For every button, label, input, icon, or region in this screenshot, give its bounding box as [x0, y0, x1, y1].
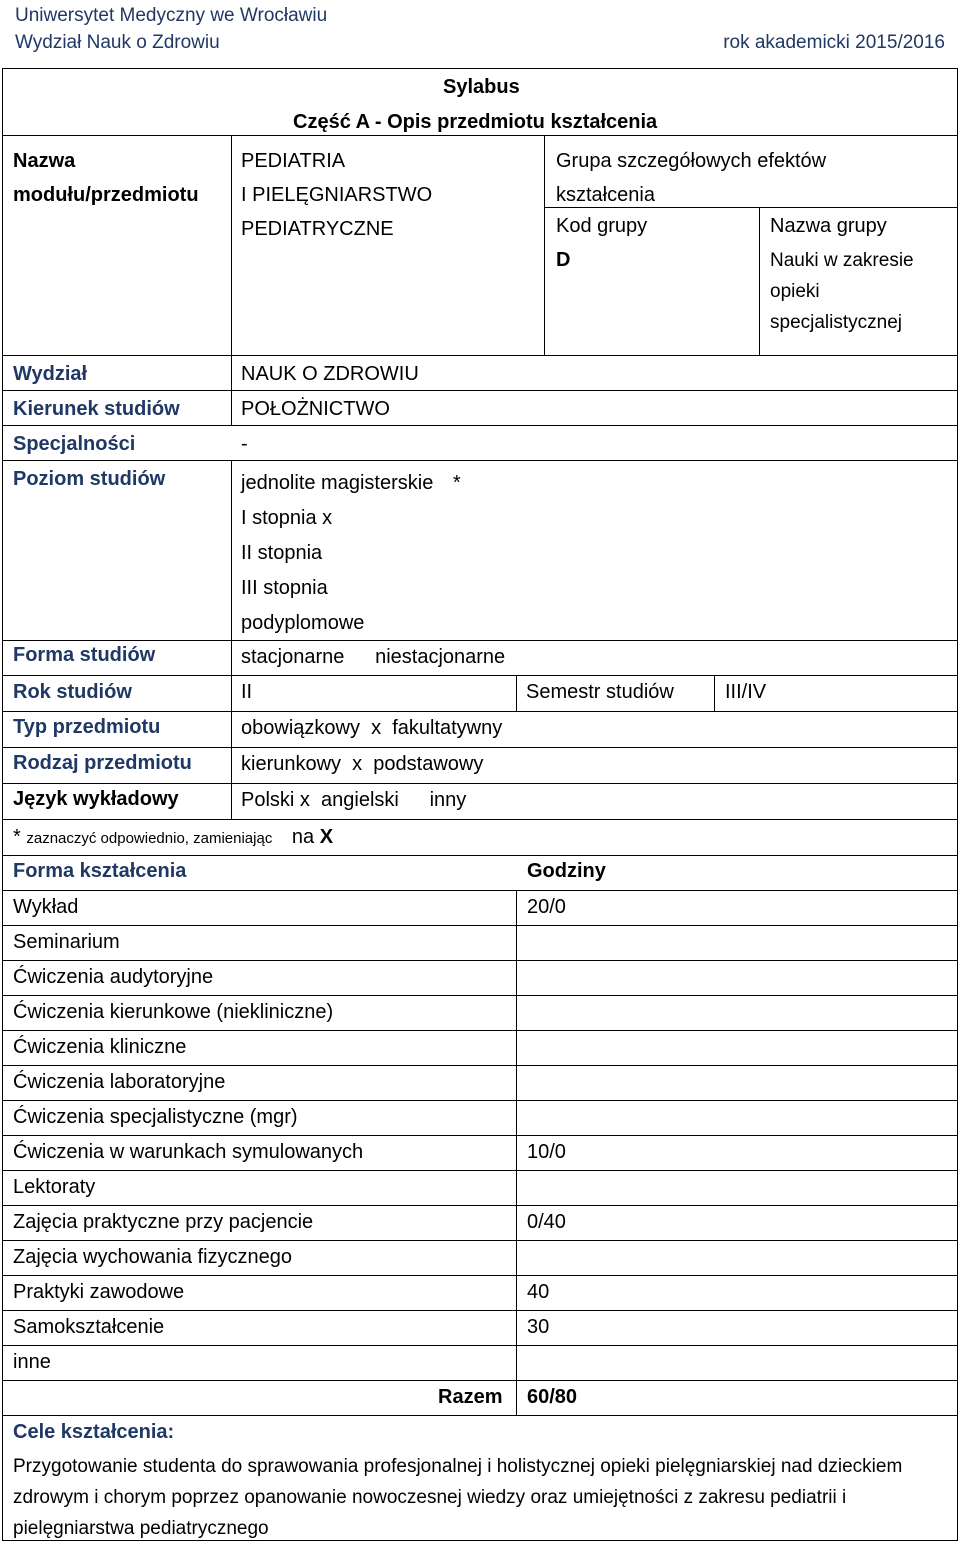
jezyk-options: Polski x angielski inny: [241, 789, 467, 811]
wydzial-label: Wydział: [13, 363, 88, 385]
total-value: 60/80: [527, 1386, 578, 1408]
typ-options: obowiązkowy x fakultatywny: [241, 717, 503, 739]
forma-label: Forma studiów: [13, 644, 156, 666]
hours-row-name: inne: [13, 1351, 51, 1373]
forma-options: [241, 644, 525, 670]
hours-row-value: 30: [527, 1316, 550, 1338]
specjalnosci-label: Specjalności: [13, 433, 136, 455]
forma-option-stacjonarne[interactable]: stacjonarne: [241, 646, 345, 668]
hours-row-name: Praktyki zawodowe: [13, 1281, 185, 1303]
module-line-2: I PIELĘGNIARSTWO: [241, 184, 433, 206]
rok-label: Rok studiów: [13, 681, 132, 703]
module-line-1: PEDIATRIA: [241, 150, 346, 172]
hours-row-name: Ćwiczenia kliniczne: [13, 1036, 187, 1058]
hours-row-name: Ćwiczenia audytoryjne: [13, 966, 214, 988]
hours-header: Godziny: [527, 860, 606, 882]
university-name: Uniwersytet Medyczny we Wrocławiu: [15, 5, 328, 26]
total-label: Razem: [438, 1386, 503, 1408]
hours-row-value: 0/40: [527, 1211, 566, 1233]
poziom-options: [241, 466, 461, 641]
poziom-option-5[interactable]: podyplomowe: [241, 612, 365, 634]
group-code-label: Kod grupy: [556, 215, 648, 237]
hours-row-value: 10/0: [527, 1141, 566, 1163]
rok-value: II: [241, 681, 253, 703]
goals-label: Cele kształcenia:: [13, 1421, 175, 1443]
poziom-option-2[interactable]: I stopnia x: [241, 507, 333, 529]
goals-text: Przygotowanie studenta do sprawowania profesjonalnej i holistycznej opieki pielęgniarskiej nad dzieckiem zdrowym i chorym poprzez opanowanie nowoczesnej wiedzy oraz umiejętności z zakresu pediatrii i pielęgniarstwa pediatrycznego: [13, 1456, 903, 1539]
hours-row-name: Ćwiczenia w warunkach symulowanych: [13, 1141, 364, 1163]
syllabus-table: [2, 68, 958, 1541]
note: * zaznaczyć odpowiednio, zamieniając na X: [13, 826, 334, 848]
rodzaj-options: kierunkowy x podstawowy: [241, 753, 484, 775]
group-label: Grupa szczegółowych efektów kształcenia: [556, 150, 827, 206]
kierunek-label: Kierunek studiów: [13, 398, 180, 420]
hours-row-name: Samokształcenie: [13, 1316, 165, 1338]
kierunek-value: POŁOŻNICTWO: [241, 398, 390, 420]
syllabus-part: Część A - Opis przedmiotu kształcenia: [293, 111, 658, 133]
hours-row-name: Seminarium: [13, 931, 120, 953]
group-code-value: D: [556, 249, 571, 271]
faculty-name: Wydział Nauk o Zdrowiu: [15, 32, 220, 53]
module-value: [241, 144, 432, 246]
rodzaj-label: Rodzaj przedmiotu: [13, 752, 192, 774]
module-label: Nazwa modułu/przedmiotu: [13, 150, 199, 206]
module-line-3: PEDIATRYCZNE: [241, 218, 394, 240]
hours-row-name: Wykład: [13, 896, 79, 918]
page-header: [15, 2, 945, 56]
hours-row-value: 40: [527, 1281, 550, 1303]
group-name-label: Nazwa grupy: [770, 215, 887, 237]
jezyk-label: Język wykładowy: [13, 788, 179, 810]
poziom-label: Poziom studiów: [13, 468, 166, 490]
hours-row-value: 20/0: [527, 896, 566, 918]
wydzial-value: NAUK O ZDROWIU: [241, 363, 419, 385]
hours-row-name: Zajęcia wychowania fizycznego: [13, 1246, 293, 1268]
hours-row-name: Ćwiczenia kierunkowe (niekliniczne): [13, 1001, 334, 1023]
hours-row-name: Lektoraty: [13, 1176, 96, 1198]
poziom-option-3[interactable]: II stopnia: [241, 542, 323, 564]
specjalnosci-value: -: [241, 433, 248, 455]
group-name-value: Nauki w zakresie opieki specjalistycznej: [770, 250, 914, 333]
hours-row-name: Ćwiczenia specjalistyczne (mgr): [13, 1106, 298, 1128]
hours-row-name: Zajęcia praktyczne przy pacjencie: [13, 1211, 314, 1233]
poziom-option-4[interactable]: III stopnia: [241, 577, 328, 599]
hours-form-header: Forma kształcenia: [13, 860, 187, 882]
academic-year: rok akademicki 2015/2016: [723, 32, 945, 53]
typ-label: Typ przedmiotu: [13, 716, 161, 738]
semestr-label: Semestr studiów: [526, 681, 674, 703]
hours-row-name: Ćwiczenia laboratoryjne: [13, 1071, 226, 1093]
forma-option-niestacjonarne[interactable]: niestacjonarne: [375, 646, 506, 668]
syllabus-title: Sylabus: [443, 76, 520, 98]
poziom-option-1[interactable]: jednolite magisterskie *: [241, 472, 461, 494]
semestr-value: III/IV: [725, 681, 767, 703]
